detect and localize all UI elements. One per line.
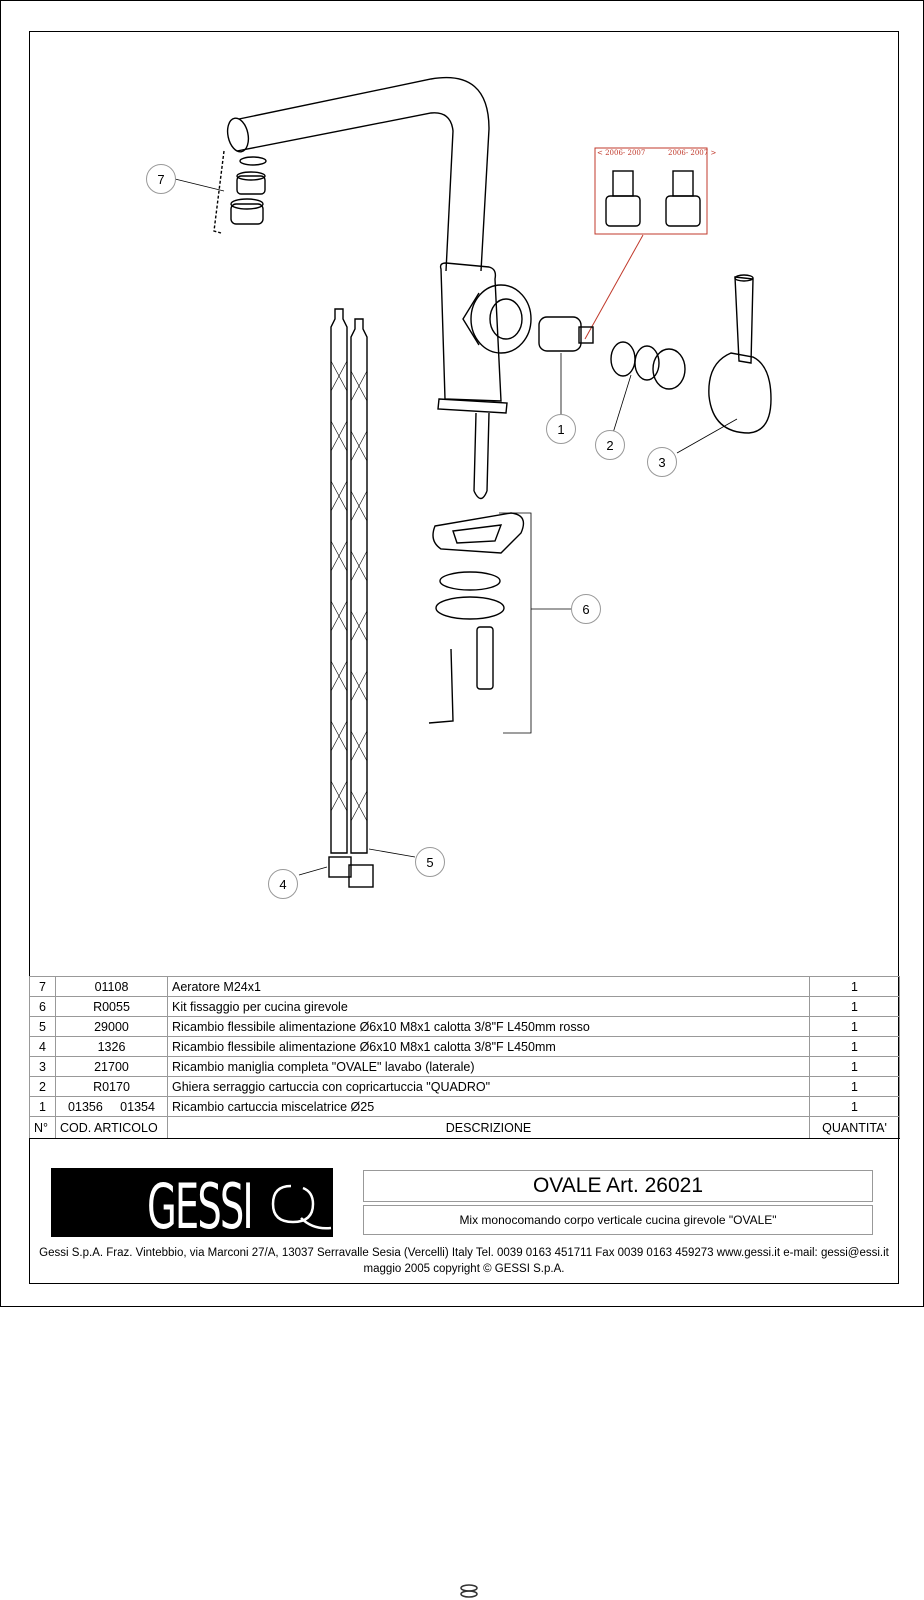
- copyright-line: maggio 2005 copyright © GESSI S.p.A.: [363, 1263, 565, 1275]
- logo-swirl-icon: [51, 1168, 333, 1237]
- header-code: COD. ARTICOLO: [56, 1117, 168, 1139]
- row-number: 1: [30, 1097, 56, 1117]
- header-number: N°: [30, 1117, 56, 1139]
- table-row: [30, 1077, 900, 1097]
- callout-7: 7: [146, 164, 176, 194]
- company-address: Gessi S.p.A. Fraz. Vintebbio, via Marconi 27/A, 13037 Serravalle Sesia (Vercelli) Italy Tel. 0039 0163 451711 Fax 0039 0163 459273 www.gessi.it e-mail: gessi@essi.it: [39, 1247, 889, 1259]
- row-quantity: 1: [810, 977, 900, 997]
- table-row: [30, 977, 900, 997]
- handle: [677, 275, 771, 453]
- table-row: [30, 1037, 900, 1057]
- row-description: Ricambio cartuccia miscelatrice Ø25: [168, 1097, 810, 1117]
- callout-2: 2: [595, 430, 625, 460]
- row-number: 6: [30, 997, 56, 1017]
- table-row: [30, 1017, 900, 1037]
- callout-1: 1: [546, 414, 576, 444]
- row-quantity: 1: [810, 997, 900, 1017]
- row-description: Ghiera serraggio cartuccia con copricartuccia "QUADRO": [168, 1077, 810, 1097]
- table-row: [30, 1057, 900, 1077]
- product-title: OVALE Art. 26021: [363, 1170, 873, 1202]
- callout-3: 3: [647, 447, 677, 477]
- page-mark-icon: [456, 1583, 484, 1599]
- header-quantity: QUANTITA': [810, 1117, 900, 1139]
- row-number: 4: [30, 1037, 56, 1057]
- cartridge: [539, 317, 593, 416]
- variant-label-left: < 2006- 2007: [597, 149, 646, 157]
- gessi-logo: [51, 1168, 333, 1243]
- row-number: 3: [30, 1057, 56, 1077]
- row-code: 01108: [56, 977, 168, 997]
- ring-nut: [611, 342, 685, 433]
- table-row: [30, 997, 900, 1017]
- aerator-parts: [175, 151, 266, 233]
- cartridge-variants: [585, 148, 707, 339]
- row-quantity: 1: [810, 1017, 900, 1037]
- callout-6: 6: [571, 594, 601, 624]
- exploded-view-drawing: [1, 1, 924, 976]
- row-description: Aeratore M24x1: [168, 977, 810, 997]
- fixing-kit: [429, 513, 571, 733]
- row-description: Ricambio maniglia completa "OVALE" lavabo (laterale): [168, 1057, 810, 1077]
- row-code: 1326: [56, 1037, 168, 1057]
- logo-wordmark: GESSI: [147, 1170, 252, 1243]
- row-number: 5: [30, 1017, 56, 1037]
- faucet-body: [438, 263, 531, 499]
- table-row: [30, 1097, 900, 1117]
- variant-label-right: 2006- 2007 >: [668, 149, 717, 157]
- row-code: 29000: [56, 1017, 168, 1037]
- parts-table: [29, 976, 900, 1139]
- row-description: Ricambio flessibile alimentazione Ø6x10 M8x1 calotta 3/8"F L450mm rosso: [168, 1017, 810, 1037]
- product-subtitle: Mix monocomando corpo verticale cucina girevole "OVALE": [363, 1205, 873, 1235]
- row-number: 2: [30, 1077, 56, 1097]
- row-code: 21700: [56, 1057, 168, 1077]
- row-quantity: 1: [810, 1037, 900, 1057]
- row-quantity: 1: [810, 1077, 900, 1097]
- row-number: 7: [30, 977, 56, 997]
- row-description: Ricambio flessibile alimentazione Ø6x10 M8x1 calotta 3/8"F L450mm: [168, 1037, 810, 1057]
- row-quantity: 1: [810, 1057, 900, 1077]
- row-description: Kit fissaggio per cucina girevole: [168, 997, 810, 1017]
- flexible-hoses: [299, 309, 415, 887]
- table-header-row: [30, 1117, 900, 1139]
- callout-4: 4: [268, 869, 298, 899]
- header-description: DESCRIZIONE: [168, 1117, 810, 1139]
- row-code: 01356 01354: [56, 1097, 168, 1117]
- row-code: R0170: [56, 1077, 168, 1097]
- row-code: R0055: [56, 997, 168, 1017]
- row-quantity: 1: [810, 1097, 900, 1117]
- callout-5: 5: [415, 847, 445, 877]
